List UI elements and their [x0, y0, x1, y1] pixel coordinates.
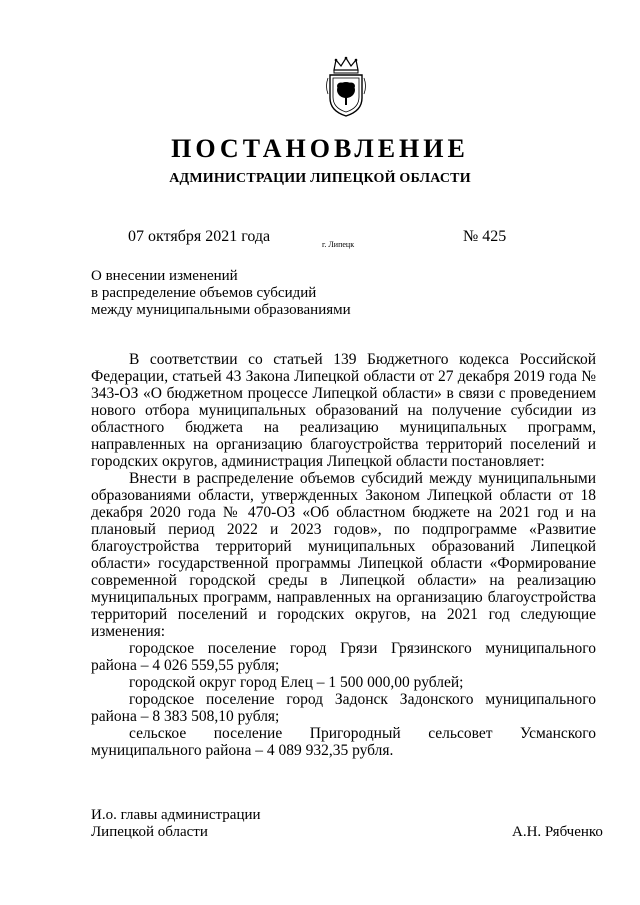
signature-position-line: И.о. главы администрации: [91, 807, 261, 823]
signature-position: [91, 807, 261, 841]
body-paragraph: городское поселение город Грязи Грязинского муниципального района – 4 026 559,55 рубля;: [91, 640, 596, 674]
body-paragraph: городское поселение город Задонск Задонского муниципального района – 8 383 508,10 рубля;: [91, 691, 596, 725]
signature-name: А.Н. Рябченко: [512, 824, 603, 840]
document-date: 07 октября 2021 года: [128, 228, 271, 245]
document-subject: [91, 268, 351, 319]
body-paragraph: В соответствии со статьей 139 Бюджетного кодекса Российской Федерации, статьей 43 Закона Липецкой области от 27 декабря 2019 года № 343-ОЗ «О бюджетном процессе Липецкой области» в связи с проведением нового отбора муниципальных образований на получение субсидии из областного бюджета на реализацию муниципальных программ, направленных на организацию благоустройства территорий поселений и городских округов, администрация Липецкой области постановляет:: [91, 351, 596, 470]
document-title: ПОСТАНОВЛЕНИЕ: [171, 134, 469, 163]
document-body: [91, 351, 596, 759]
subject-line: между муниципальными образованиями: [91, 302, 351, 318]
document-number: № 425: [463, 228, 507, 245]
subject-line: в распределение объемов субсидий: [91, 285, 317, 301]
subject-line: О внесении изменений: [91, 268, 238, 284]
body-paragraph: сельское поселение Пригородный сельсовет Усманского муниципального района – 4 089 932,35 рубля.: [91, 725, 596, 759]
signature-position-line: Липецкой области: [91, 824, 208, 840]
body-paragraph: городской округ город Елец – 1 500 000,00 рублей;: [129, 674, 464, 691]
document-city: г. Липецк: [322, 240, 355, 249]
document-subtitle: АДМИНИСТРАЦИИ ЛИПЕЦКОЙ ОБЛАСТИ: [169, 171, 471, 186]
coat-of-arms-icon: [324, 56, 368, 118]
body-paragraph: Внести в распределение объемов субсидий между муниципальными образованиями области, утвержденных Законом Липецкой области от 18 декабря 2020 года № 470-ОЗ «Об областном бюджете на 2021 год и на плановый период 2022 и 2023 годов», по подпрограмме «Развитие благоустройства территорий муниципальных образований Липецкой области» государственной программы Липецкой области «Формирование современной городской среды в Липецкой области» на реализацию муниципальных программ, направленных на организацию благоустройства территорий поселений и городских округов, на 2021 год следующие изменения:: [91, 470, 596, 640]
